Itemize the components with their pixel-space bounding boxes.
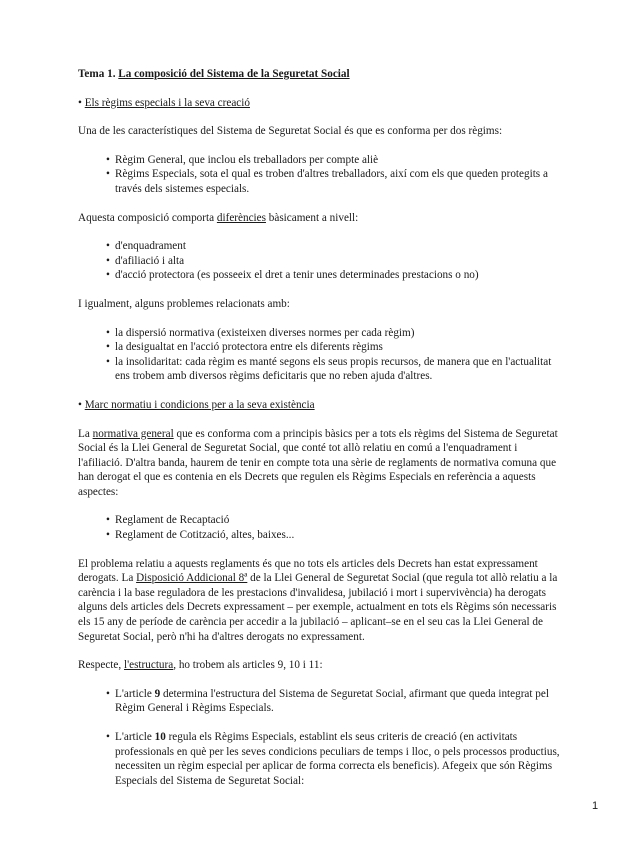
list-item: • Reglament de Cotització, altes, baixes... — [78, 528, 562, 543]
paragraph-6 — [78, 658, 562, 673]
list-item: • d'acció protectora (es posseeix el dret a tenir unes determinades prestacions o no) — [78, 268, 562, 283]
section-heading-text: Els règims especials i la seva creació — [84, 96, 250, 109]
text-run: regula els Règims Especials, establint els seus criteris de creació (en activitats professionals en què per les seves condicions peculiars de temps i lloc, o pels processos productius, necessiten un règim especial per aplicar de forma correcta els beneficis). Afegeix que són Règims Especials del Sistema de Seguretat Social: — [115, 731, 560, 787]
section-bullet: • — [78, 398, 85, 411]
text-run: de la Llei General de Seguretat Social (que regula tot allò relatiu a la carència i la base reguladora de les prestacions d'invalidesa, jubilació i mort i supervivència) ha derogats alguns dels articles dels Decrets expressament – per exemple, actualment en tots els Règims són necessaris els 15 any de període de carència per accedir a la jubilació – aplicant–se en el seu cas la Llei General de Seguretat Social, però n'hi ha d'altres derogats no expressament. — [78, 572, 558, 643]
paragraph-3: I igualment, alguns problemes relacionats amb: — [78, 297, 290, 310]
list-articles — [78, 687, 562, 789]
article-number: 9 — [154, 687, 161, 700]
text-run: Aquesta composició comporta — [78, 211, 217, 224]
list-item: • Reglament de Recaptació — [78, 513, 562, 528]
title-prefix: Tema 1. — [78, 68, 119, 80]
paragraph-1: Una de les característiques del Sistema de Seguretat Social és que es conforma per dos règims: — [78, 125, 503, 138]
text-run: L'article — [115, 731, 155, 743]
list-item — [78, 687, 562, 716]
paragraph-4 — [78, 427, 562, 500]
underlined-term: l'estructura — [123, 659, 174, 672]
list-item: • la dispersió normativa (existeixen diverses normes per cada règim) — [78, 326, 562, 341]
list-item: • d'afiliació i alta — [78, 254, 562, 269]
document-page — [78, 67, 562, 802]
article-number: 10 — [154, 731, 166, 743]
section-bullet: • — [78, 96, 85, 109]
list-problemes — [78, 326, 562, 384]
list-item — [78, 730, 562, 788]
document-title — [78, 67, 562, 82]
list-regims — [78, 153, 562, 197]
list-item: • d'enquadrament — [78, 239, 562, 254]
section-heading-2 — [78, 398, 562, 413]
text-run: La — [78, 427, 93, 440]
section-heading-text: Marc normatiu i condicions per a la seva existència — [84, 398, 315, 411]
list-item: • la insolidaritat: cada règim es manté segons els seus propis recursos, de manera que en l'actualitat ens trobem amb diversos règims deficitaris que no reben ajuda d'altres. — [78, 355, 562, 384]
underlined-term: diferències — [216, 211, 266, 224]
list-item: • Règim General, que inclou els treballadors per compte aliè — [78, 153, 562, 168]
title-text: La composició del Sistema de la Seguretat Social — [118, 68, 350, 80]
section-heading-1 — [78, 96, 562, 111]
text-run: Respecte, — [78, 659, 124, 672]
list-item: • la desigualtat en l'acció protectora entre els diferents règims — [78, 340, 562, 355]
text-run: El problema relatiu a aquests reglaments és que no tots els articles dels Decrets han estat expressament derogats. La — [78, 557, 538, 585]
underlined-term: Disposició Addicional 8ª — [136, 572, 248, 585]
page-number: 1 — [592, 800, 599, 812]
text-run: que es conforma com a principis bàsics per a tots els règims del Sistema de Seguretat Social és la Llei General de Seguretat Social, que conté tot allò relatiu en comú a l'enquadrament i l'afiliació. D'altra banda, haurem de tenir en compte tota una sèrie de reglaments de normativa comuna que han derogat el que es contenia en els Decrets que regulen els Règims Especials en referència a aquests aspectes: — [78, 427, 558, 498]
list-item: • Règims Especials, sota el qual es troben d'altres treballadors, així com els que queden protegits a través dels sistemes especials. — [78, 167, 562, 196]
paragraph-5 — [78, 557, 562, 645]
underlined-term: normativa general — [92, 427, 174, 440]
text-run: bàsicament a nivell: — [265, 211, 359, 224]
text-run: , ho trobem als articles 9, 10 i 11: — [173, 659, 323, 672]
paragraph-2 — [78, 211, 562, 226]
text-run: L'article — [115, 687, 155, 700]
text-run: determina l'estructura del Sistema de Seguretat Social, afirmant que queda integrat pel Règim General i Règims Especials. — [115, 687, 549, 715]
list-reglaments — [78, 513, 562, 542]
list-nivells — [78, 239, 562, 283]
